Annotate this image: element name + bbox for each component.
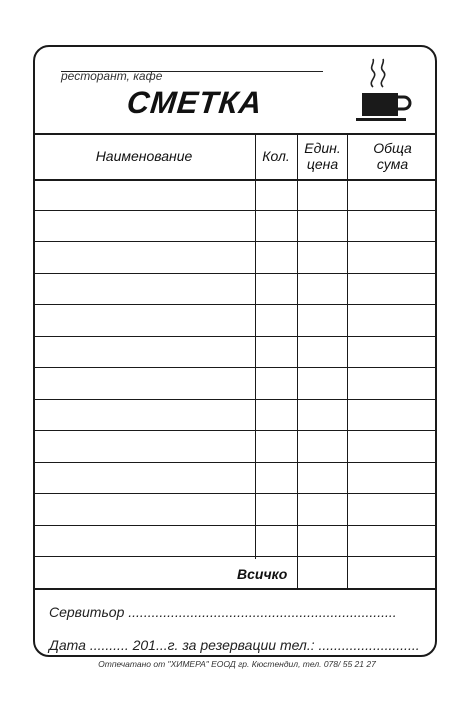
total-row-bottom (35, 588, 435, 590)
column-header-name: Наименование (95, 148, 193, 164)
form-header (35, 47, 435, 135)
table-header (35, 133, 435, 181)
table-row (35, 431, 435, 463)
column-header-qty: Кол. (262, 148, 290, 164)
table-row (35, 305, 435, 337)
table-row (35, 242, 435, 274)
waiter-field: Сервитьор ..................................................................... (49, 604, 397, 620)
form-title: СМЕТКА (125, 85, 265, 120)
column-header-total: Обща сума (373, 140, 412, 172)
table-row (35, 211, 435, 243)
printer-note: Отпечатано от "ХИМЕРА" ЕООД гр. Кюстендил, тел. 078/ 55 21 27 (98, 659, 376, 669)
table-row (35, 337, 435, 369)
total-label: Всичко (237, 566, 288, 582)
table-row (35, 463, 435, 495)
table-row (35, 526, 435, 558)
table-row (35, 274, 435, 306)
date-reservation-field: Дата .......... 201...г. за резервации тел.: .......................... (49, 637, 420, 653)
form-subtitle: ресторант, кафе (61, 69, 163, 83)
table-row (35, 368, 435, 400)
coffee-cup-icon (353, 57, 419, 125)
table-row (35, 494, 435, 526)
table-row (35, 400, 435, 432)
column-header-unit-price: Един. цена (304, 140, 341, 172)
bill-form (33, 45, 437, 657)
table-row (35, 179, 435, 211)
